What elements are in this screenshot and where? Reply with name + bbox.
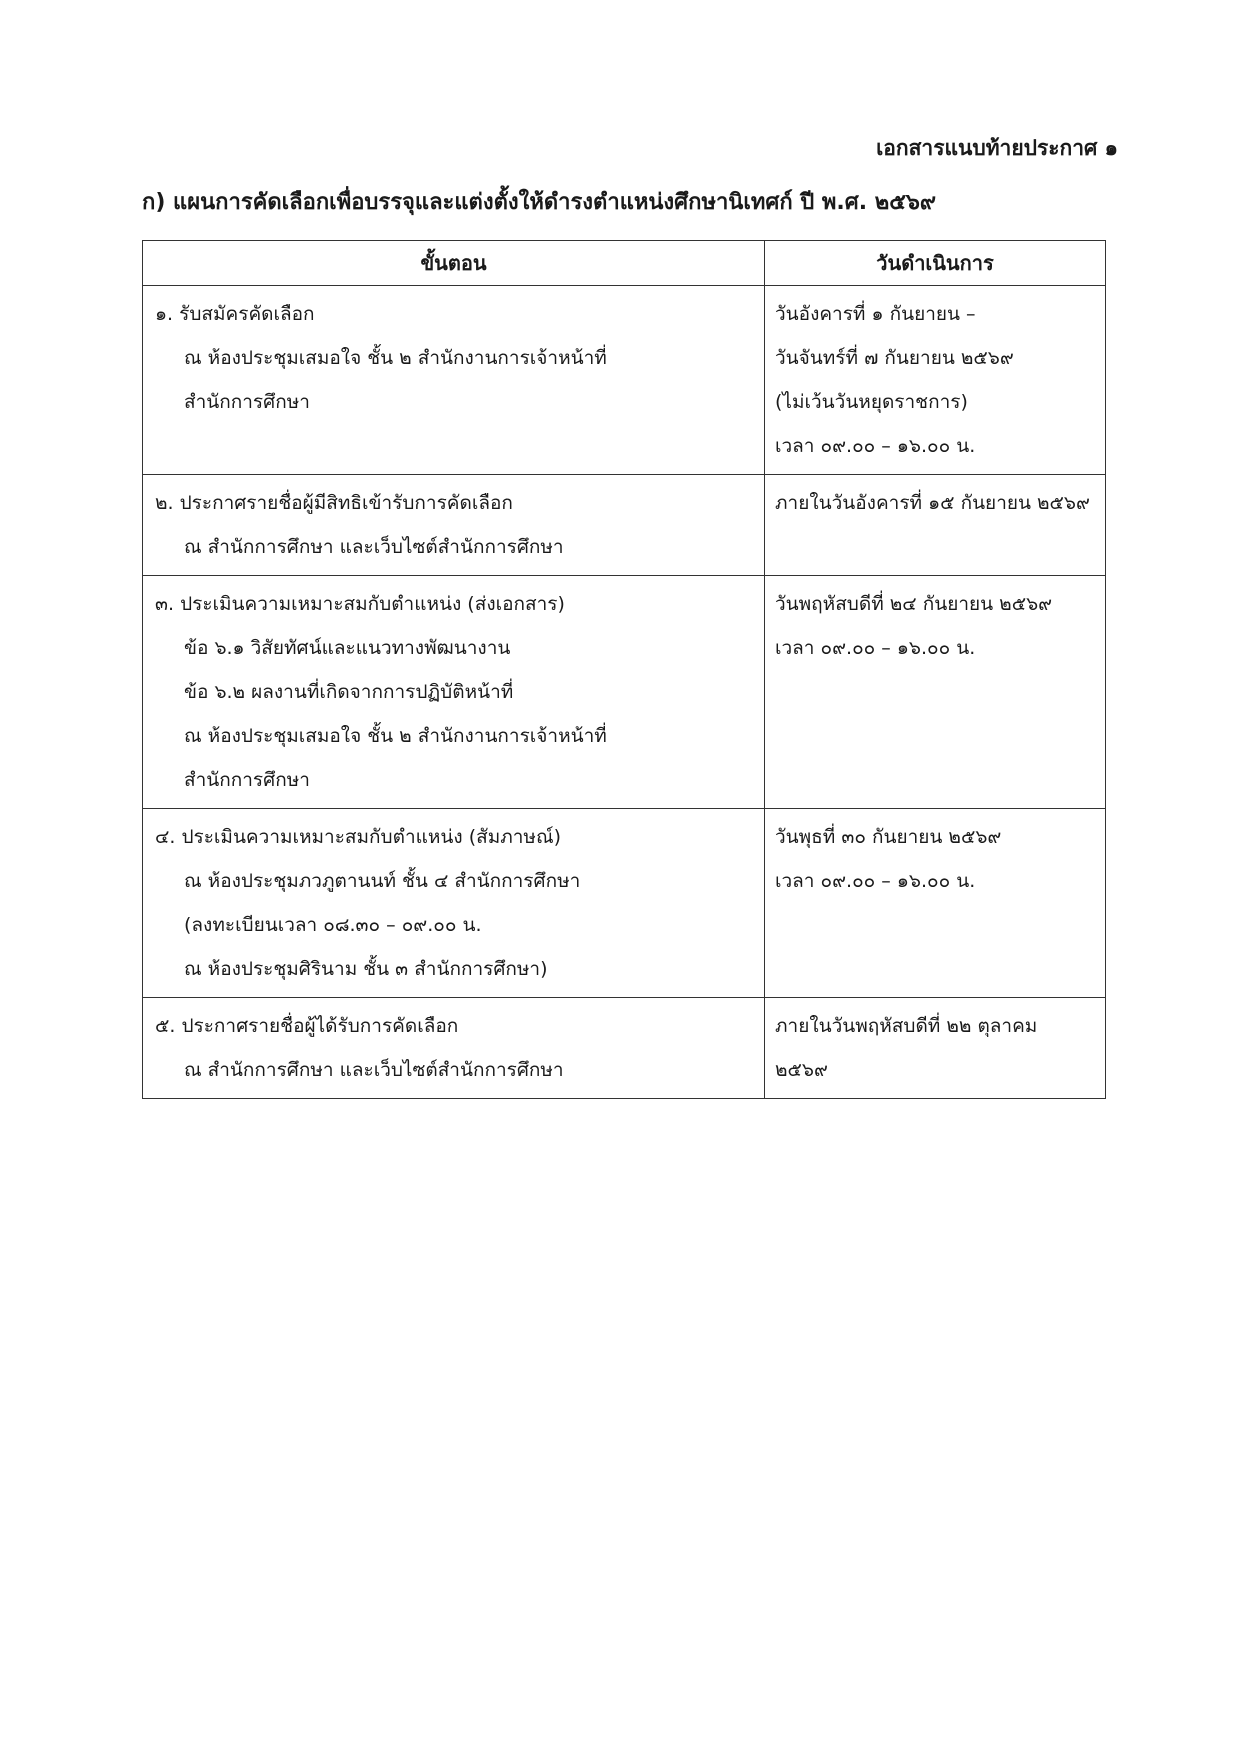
date-line: เวลา ๐๙.๐๐ – ๑๖.๐๐ น.	[775, 637, 976, 659]
date-cell	[765, 809, 1106, 998]
step-line: ข้อ ๖.๒ ผลงานที่เกิดจากการปฏิบัติหน้าที่	[184, 681, 514, 703]
schedule-table	[142, 240, 1106, 1099]
step-cell	[143, 576, 765, 809]
step-line: ณ สำนักการศึกษา และเว็บไซต์สำนักการศึกษา	[184, 1059, 564, 1081]
step-line: สำนักการศึกษา	[184, 769, 310, 791]
step-line: ข้อ ๖.๑ วิสัยทัศน์และแนวทางพัฒนางาน	[184, 637, 511, 659]
date-line: วันอังคารที่ ๑ กันยายน –	[775, 303, 976, 325]
step-cell	[143, 998, 765, 1099]
date-line: (ไม่เว้นวันหยุดราชการ)	[775, 391, 968, 413]
step-line: ณ สำนักการศึกษา และเว็บไซต์สำนักการศึกษา	[184, 536, 564, 558]
document-title: ก) แผนการคัดเลือกเพื่อบรรจุและแต่งตั้งให้ดำรงตำแหน่งศึกษานิเทศก์ ปี พ.ศ. ๒๕๖๙	[142, 190, 936, 215]
date-line: เวลา ๐๙.๐๐ – ๑๖.๐๐ น.	[775, 435, 976, 457]
table-row	[143, 475, 1106, 576]
date-cell	[765, 286, 1106, 475]
date-line: ภายในวันพฤหัสบดีที่ ๒๒ ตุลาคม	[775, 1015, 1038, 1037]
table-header-row	[143, 241, 1106, 286]
column-header-step: ขั้นตอน	[143, 241, 765, 286]
annex-label: เอกสารแนบท้ายประกาศ ๑	[876, 136, 1118, 160]
step-line: ๒. ประกาศรายชื่อผู้มีสิทธิเข้ารับการคัดเลือก	[155, 492, 513, 514]
step-line: (ลงทะเบียนเวลา ๐๘.๓๐ – ๐๙.๐๐ น.	[184, 914, 482, 936]
step-line: สำนักการศึกษา	[184, 391, 310, 413]
step-line: ๕. ประกาศรายชื่อผู้ได้รับการคัดเลือก	[155, 1015, 459, 1037]
column-header-date: วันดำเนินการ	[765, 241, 1106, 286]
step-line: ๑. รับสมัครคัดเลือก	[155, 303, 315, 325]
date-line: วันจันทร์ที่ ๗ กันยายน ๒๕๖๙	[775, 347, 1014, 369]
step-cell	[143, 475, 765, 576]
date-line: ภายในวันอังคารที่ ๑๕ กันยายน ๒๕๖๙	[775, 492, 1090, 514]
step-cell	[143, 809, 765, 998]
date-cell	[765, 475, 1106, 576]
step-line: ณ ห้องประชุมเสมอใจ ชั้น ๒ สำนักงานการเจ้าหน้าที่	[184, 725, 607, 747]
table-row	[143, 576, 1106, 809]
date-line: วันพุธที่ ๓๐ กันยายน ๒๕๖๙	[775, 826, 1002, 848]
table-row	[143, 809, 1106, 998]
step-line: ๓. ประเมินความเหมาะสมกับตำแหน่ง (ส่งเอกสาร)	[155, 593, 565, 615]
step-line: ณ ห้องประชุมภวภูตานนท์ ชั้น ๔ สำนักการศึกษา	[184, 870, 581, 892]
step-line: ณ ห้องประชุมเสมอใจ ชั้น ๒ สำนักงานการเจ้าหน้าที่	[184, 347, 607, 369]
table-row	[143, 998, 1106, 1099]
date-line: วันพฤหัสบดีที่ ๒๔ กันยายน ๒๕๖๙	[775, 593, 1053, 615]
date-cell	[765, 576, 1106, 809]
step-line: ณ ห้องประชุมศิรินาม ชั้น ๓ สำนักการศึกษา)	[184, 958, 548, 980]
step-line: ๔. ประเมินความเหมาะสมกับตำแหน่ง (สัมภาษณ์)	[155, 826, 561, 848]
step-cell	[143, 286, 765, 475]
date-line: ๒๕๖๙	[775, 1059, 828, 1081]
date-cell	[765, 998, 1106, 1099]
date-line: เวลา ๐๙.๐๐ – ๑๖.๐๐ น.	[775, 870, 976, 892]
table-row	[143, 286, 1106, 475]
